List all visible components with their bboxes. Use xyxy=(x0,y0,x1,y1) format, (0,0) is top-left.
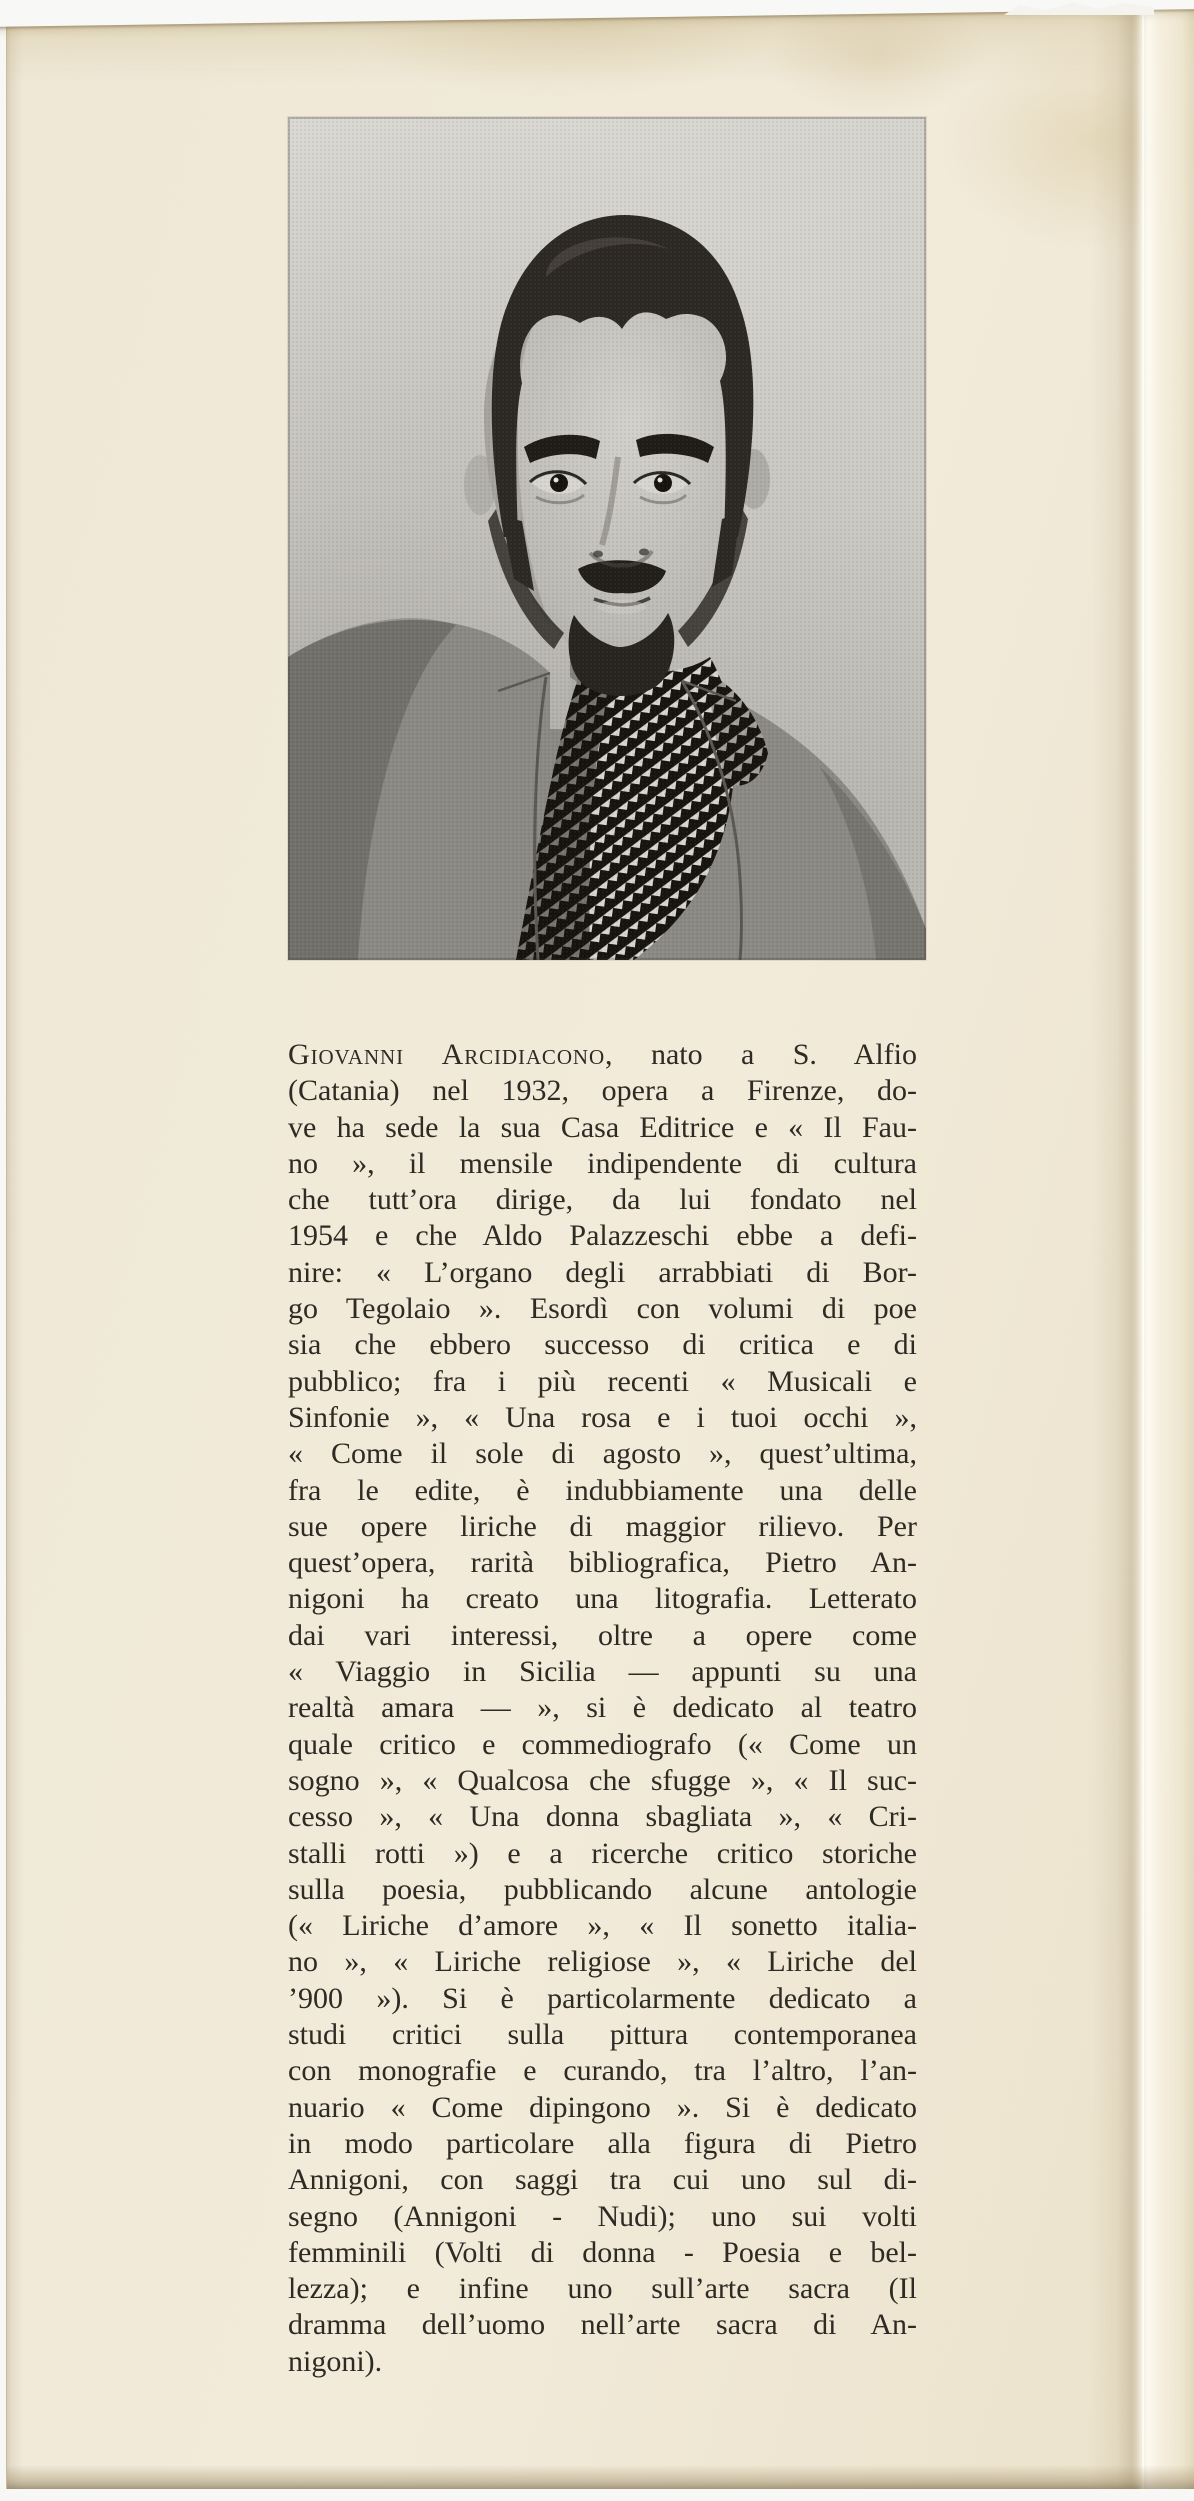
bio-line: (Catania) nel 1932, opera a Firenze, do- xyxy=(288,1074,917,1108)
bio-line: sia che ebbero successo di critica e di xyxy=(288,1328,917,1362)
bio-line: « Viaggio in Sicilia — appunti su una xyxy=(288,1655,917,1689)
bottom-worn-edge xyxy=(7,2465,1194,2489)
bio-line: che tutt’ora dirige, da lui fondato nel xyxy=(288,1183,917,1217)
bio-line: ’900 »). Si è particolarmente dedicato a xyxy=(288,1981,917,2015)
bio-line: studi critici sulla pittura contemporanea xyxy=(288,2018,917,2052)
bio-line: pubblico; fra i più recenti « Musicali e xyxy=(288,1364,917,1398)
bio-line: 1954 e che Aldo Palazzeschi ebbe a defi- xyxy=(288,1219,917,1253)
bio-line: quale critico e commediografo (« Come un xyxy=(288,1727,917,1761)
bio-line: stalli rotti ») e a ricerche critico storiche xyxy=(288,1836,917,1870)
bio-line: sue opere liriche di maggior rilievo. Per xyxy=(288,1509,917,1543)
bio-line: nigoni). xyxy=(288,2344,383,2378)
bio-line: con monografie e curando, tra l’altro, l’an- xyxy=(288,2054,917,2088)
bio-line: « Come il sole di agosto », quest’ultima, xyxy=(288,1437,917,1471)
bio-line: femminili (Volti di donna - Poesia e bel- xyxy=(288,2235,917,2269)
portrait-photo xyxy=(288,117,926,960)
bio-line: ve ha sede la sua Casa Editrice e « Il Fau- xyxy=(288,1110,917,1144)
right-fold-crease xyxy=(1090,0,1194,2489)
bio-line: Sinfonie », « Una rosa e i tuoi occhi », xyxy=(288,1400,917,1434)
bio-line: (« Liriche d’amore », « Il sonetto italia- xyxy=(288,1909,917,1943)
bio-line: nuario « Come dipingono ». Si è dedicato xyxy=(288,2090,917,2124)
bio-line: realtà amara — », si è dedicato al teatro xyxy=(288,1691,917,1725)
bio-line: Giovanni Arcidiacono, nato a S. Alfio xyxy=(288,1038,917,1071)
bio-line: cesso », « Una donna sbagliata », « Cri- xyxy=(288,1800,917,1834)
bio-line: sulla poesia, pubblicando alcune antologie xyxy=(288,1872,917,1906)
bio-line: quest’opera, rarità bibliografica, Pietro An- xyxy=(288,1546,917,1580)
bio-line: dai vari interessi, oltre a opere come xyxy=(288,1618,917,1652)
bio-line: dramma dell’uomo nell’arte sacra di An- xyxy=(288,2308,917,2342)
bio-line: in modo particolare alla figura di Pietro xyxy=(288,2126,917,2160)
bio-text xyxy=(288,1037,917,2380)
bio-line: no », « Liriche religiose », « Liriche del xyxy=(288,1945,917,1979)
bio-line: no », il mensile indipendente di cultura xyxy=(288,1146,917,1180)
bio-line: sogno », « Qualcosa che sfugge », « Il suc- xyxy=(288,1763,917,1797)
bio-line: fra le edite, è indubbiamente una delle xyxy=(288,1473,917,1507)
bio-line: nigoni ha creato una litografia. Letterato xyxy=(288,1582,917,1616)
bio-line: segno (Annigoni - Nudi); uno sui volti xyxy=(288,2199,917,2233)
author-name-smallcaps: Giovanni Arcidiacono xyxy=(288,1038,606,1071)
bio-line: lezza); e infine uno sull’arte sacra (Il xyxy=(288,2272,917,2306)
bio-line: Annigoni, con saggi tra cui uno sul di- xyxy=(288,2163,917,2197)
paper-sheet xyxy=(6,0,1194,2489)
bio-line: nire: « L’organo degli arrabbiati di Bor- xyxy=(288,1255,917,1289)
bio-line: go Tegolaio ». Esordì con volumi di poe xyxy=(288,1292,917,1326)
portrait-photo-illustration xyxy=(288,117,926,960)
